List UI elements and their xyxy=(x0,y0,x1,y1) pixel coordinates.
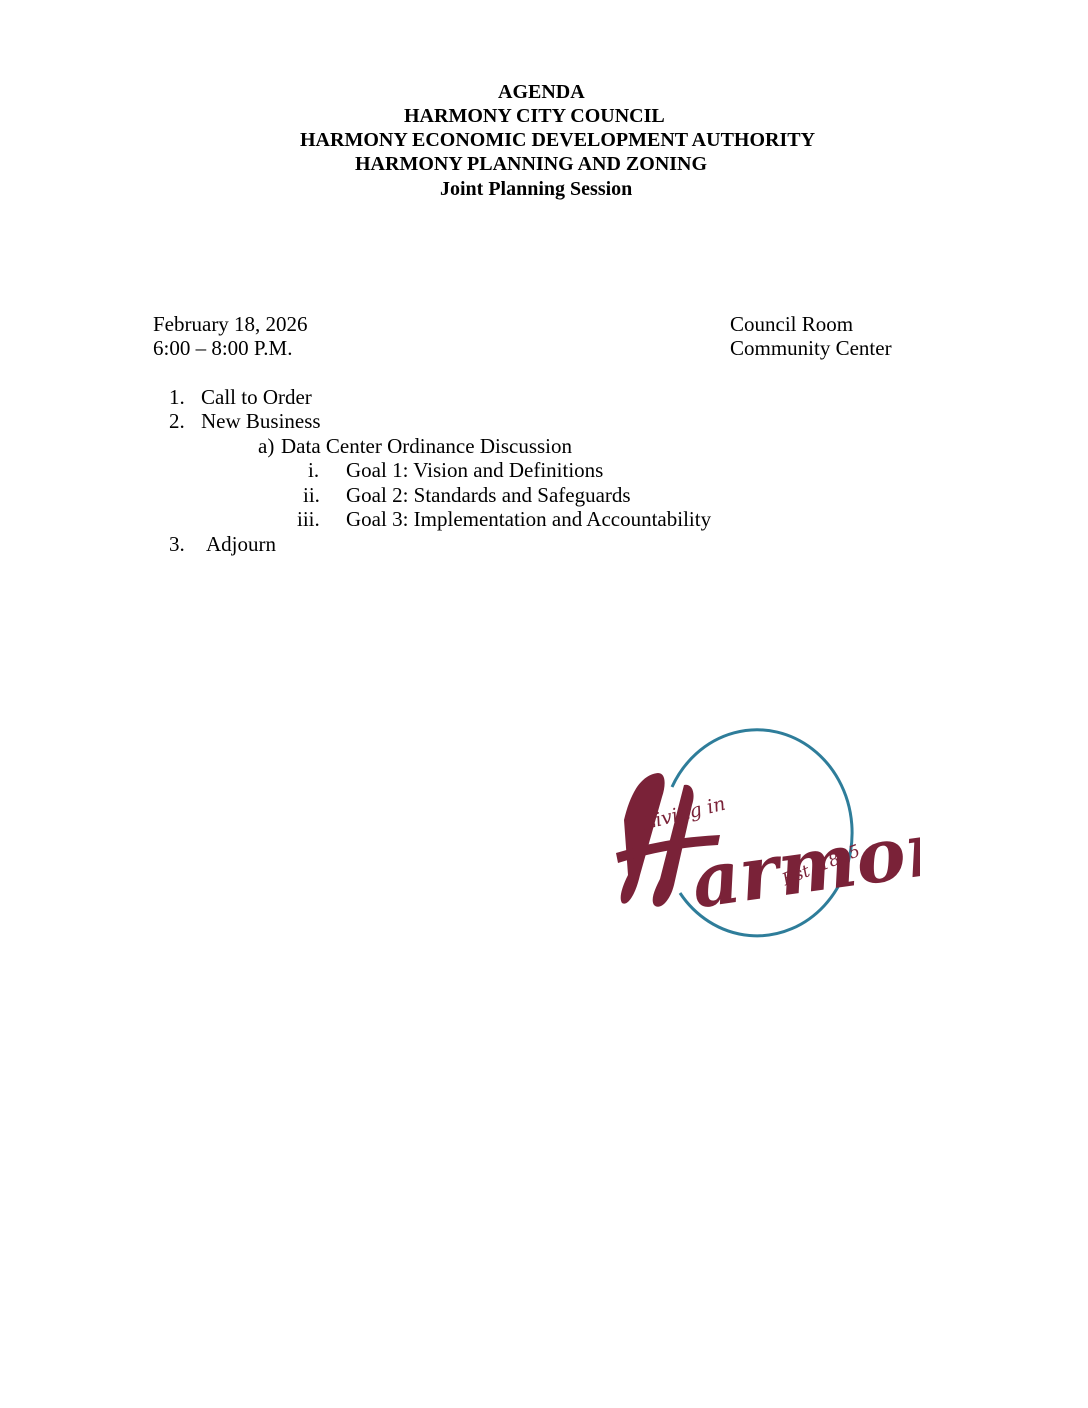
item-number: 2. xyxy=(169,409,185,433)
harmony-logo-graphic xyxy=(610,725,920,945)
goal-label: Goal 2: Standards and Safeguards xyxy=(346,483,631,507)
planning-zoning-heading: HARMONY PLANNING AND ZONING xyxy=(355,153,708,175)
meeting-room: Council Room xyxy=(730,312,854,336)
logo-wordmark: armony xyxy=(686,796,920,926)
meeting-venue: Community Center xyxy=(730,336,892,360)
sub-item-marker: a) xyxy=(258,434,275,458)
logo-tagline: Living in xyxy=(640,792,728,835)
item-number: 3. xyxy=(169,532,185,556)
harmony-logo xyxy=(610,725,920,945)
goal-marker: i. xyxy=(308,458,320,482)
goal-label: Goal 3: Implementation and Accountability xyxy=(346,507,712,531)
meeting-date: February 18, 2026 xyxy=(153,312,308,336)
session-subtitle: Joint Planning Session xyxy=(440,178,633,200)
sub-item-label: Data Center Ordinance Discussion xyxy=(281,434,572,458)
item-label: Call to Order xyxy=(201,385,312,409)
item-number: 1. xyxy=(169,385,185,409)
city-council-heading: HARMONY CITY COUNCIL xyxy=(404,105,665,127)
item-label: Adjourn xyxy=(206,532,276,556)
item-label: New Business xyxy=(201,409,321,433)
logo-established: Est. 1895 xyxy=(779,841,864,891)
goal-label: Goal 1: Vision and Definitions xyxy=(346,458,604,482)
eda-heading: HARMONY ECONOMIC DEVELOPMENT AUTHORITY xyxy=(300,129,816,151)
meeting-time: 6:00 – 8:00 P.M. xyxy=(153,336,293,360)
goal-marker: iii. xyxy=(297,507,320,531)
goal-marker: ii. xyxy=(303,483,320,507)
agenda-title: AGENDA xyxy=(498,81,585,103)
